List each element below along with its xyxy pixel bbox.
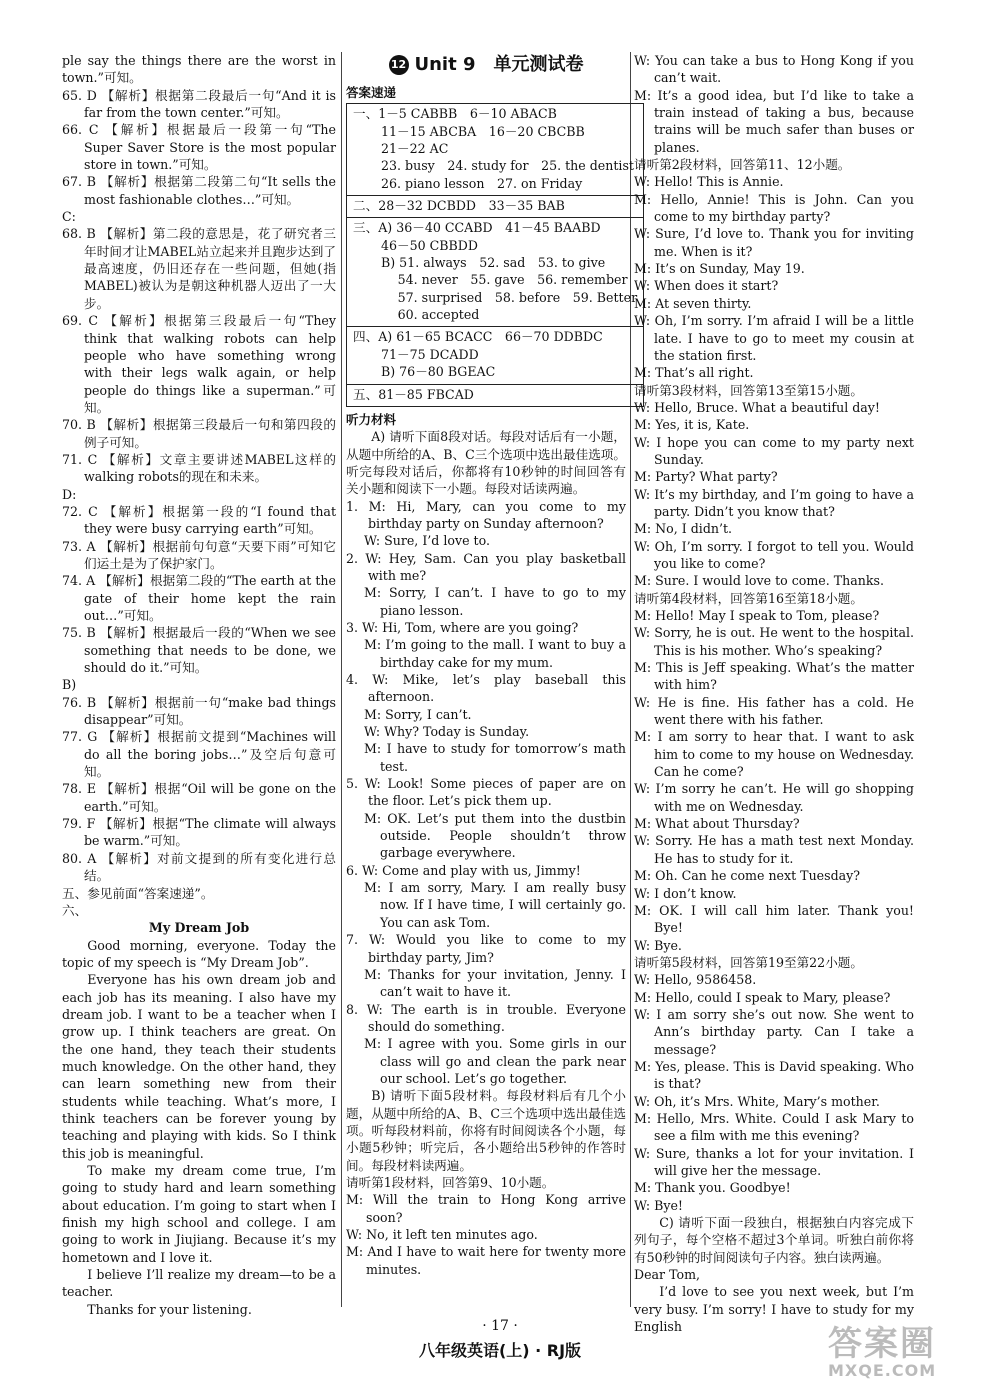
answer-cell	[347, 327, 644, 384]
answer-explanations	[62, 52, 336, 919]
text-paragraph: M: I have to study for tomorrow’s math test.	[364, 741, 626, 774]
text-paragraph: 68. B 【解析】第二段的意思是，花了研究者三年时间才让MABEL站立起来并且跑步达到了最高速度，仍旧还存在一些问题，但她(指MABEL)被认为是朝这种机器人迈出了一大步。	[62, 226, 336, 311]
answer-line: 57. surprised 58. before 59. Better	[381, 289, 638, 305]
answer-cell	[347, 104, 644, 196]
text-paragraph: 66. C 【解析】根据最后一段第一句“The Super Saver Store is the most popular store in town.”可知。	[62, 122, 336, 173]
essay-paragraph: To make my dream come true, I’m going to study hard and learn something about education. I’m going to start when I finish my high school and college. I am going to work in Jiujiang. Because it’s my hometown and I love it.	[62, 1163, 336, 1265]
text-paragraph: M: Thank you. Goodbye!	[634, 1180, 791, 1196]
text-paragraph: W: Oh, it’s Mrs. White, Mary’s mother.	[634, 1093, 880, 1109]
text-paragraph: W: Bye!	[634, 1197, 683, 1213]
listening-transcript-continued	[634, 52, 914, 1335]
text-paragraph: M: At seven thirty.	[634, 295, 752, 311]
text-paragraph: W: I don’t know.	[634, 885, 737, 901]
answer-line: 71－75 DCADD	[381, 346, 479, 362]
answer-line: 26. piano lesson 27. on Friday	[381, 175, 583, 191]
answer-line: 五、81－85 FBCAD	[353, 386, 474, 402]
answer-cell	[347, 218, 644, 327]
text-paragraph: W: I’m sorry he can’t. He will go shopping with me on Wednesday.	[634, 781, 914, 814]
answer-line: B) 51. always 52. sad 53. to give	[381, 255, 606, 271]
answer-row	[347, 104, 644, 196]
text-paragraph: W: Sure, I’d love to. Thank you for inviting me. When is it?	[634, 226, 914, 259]
answer-line: 46－50 CBBDD	[381, 237, 478, 253]
answer-row	[347, 384, 644, 406]
text-paragraph: 77. G 【解析】根据前文提到“Machines will do all the boring jobs…”及空后句意可知。	[62, 729, 336, 780]
text-paragraph: W: Hello! This is Annie.	[634, 174, 784, 190]
text-paragraph: 74. A 【解析】根据第二段的“The earth at the gate of their home kept the rain out…”可知。	[62, 573, 336, 623]
text-paragraph: 7. W: Would you like to come to my birthday party, Jim?	[346, 932, 626, 965]
text-paragraph: 8. W: The earth is in trouble. Everyone should do something.	[346, 1001, 626, 1034]
text-paragraph: B) 请听下面5段材料。每段材料后有几个小题，从题中所给的A、B、C三个选项中选出最佳选项。听每段材料前，你将有时间阅读各个小题，每小题5秒钟；听完后，各小题给出5秒钟的作答时间。每段材料读两遍。	[346, 1088, 626, 1173]
text-paragraph: W: He is fine. His father has a cold. He went there with his father.	[634, 694, 914, 728]
unit-title: Unit 9 单元测试卷	[414, 54, 584, 75]
text-paragraph: M: I agree with you. Some girls in our class will go and clean the park near our school. Let’s go together.	[364, 1036, 626, 1086]
essay-paragraph: I believe I’ll realize my dream—to be a teacher.	[62, 1267, 336, 1300]
text-paragraph: W: I hope you can come to my party next Sunday.	[634, 434, 914, 467]
text-paragraph: 2. W: Hey, Sam. Can you play basketball with me?	[346, 550, 626, 583]
text-paragraph: W: You can take a bus to Hong Kong if you can’t wait.	[634, 53, 914, 86]
text-paragraph: M: And I have to wait here for twenty more minutes.	[346, 1244, 626, 1277]
text-paragraph: 3. W: Hi, Tom, where are you going?	[346, 619, 579, 635]
text-paragraph: W: When does it start?	[634, 278, 779, 294]
answer-row	[347, 327, 644, 384]
text-paragraph: W: Why? Today is Sunday.	[364, 724, 530, 740]
text-paragraph: M: No, I didn’t.	[634, 521, 733, 537]
text-paragraph: W: Sure, I’d love to.	[364, 533, 490, 549]
essay-paragraph: Everyone has his own dream job and each job has its meaning. I also have my dream job. I want to be a teacher when I grow up. I think teachers are great. On the one hand, they teach their students much knowledge. On the other hand, they can learn something new from their students while teaching. What’s more, I think teachers can be forever young by teaching and playing with kids. So I think this job is meaningful.	[62, 972, 336, 1161]
answer-label: 答案速递	[346, 85, 397, 100]
text-paragraph: M: OK. I will call him later. Thank you! Bye!	[634, 902, 914, 936]
text-paragraph: M: Will the train to Hong Kong arrive soon?	[346, 1192, 626, 1225]
text-paragraph: 请听第2段材料，回答第11、12小题。	[634, 157, 851, 173]
text-paragraph: W: Sorry. He has a math test next Monday. He has to study for it.	[634, 833, 914, 866]
text-paragraph: 72. C 【解析】根据第一段的“I found that they were busy carrying earth”可知。	[62, 503, 336, 537]
unit-number-badge: 12	[389, 55, 409, 75]
text-paragraph: M: OK. Let’s put them into the dustbin outside. People shouldn’t throw garbage everywhere.	[364, 810, 626, 861]
text-paragraph: 65. D 【解析】根据第二段最后一句“And it is far from the town center.”可知。	[62, 87, 336, 121]
text-paragraph: 1. M: Hi, Mary, can you come to my birthday party on Sunday afternoon?	[346, 498, 626, 531]
text-paragraph: W: It’s my birthday, and I’m going to have a party. Didn’t you know that?	[634, 486, 914, 519]
book-title: 八年级英语(上) · RJ版	[418, 1341, 582, 1360]
text-paragraph: W: Oh, I’m sorry. I forgot to tell you. Would you like to come?	[634, 538, 914, 571]
text-paragraph: W: Sure, thanks a lot for your invitation. I will give her the message.	[634, 1145, 914, 1178]
answer-line: 一、1－5 CABBB 6－10 ABACB	[353, 106, 557, 122]
column-right	[634, 52, 914, 1335]
page-number: · 17 ·	[482, 1318, 518, 1334]
column-middle	[346, 52, 638, 1278]
text-paragraph: C) 请听下面一段独白，根据独白内容完成下列句子，每个空格不超过3个单词。听独白前你将有50秒钟的时间阅读句子内容。独白读两遍。	[634, 1215, 914, 1265]
text-paragraph: W: I am sorry she’s out now. She went to Ann’s birthday party. Can I take a message?	[634, 1006, 914, 1057]
text-paragraph: M: Sorry, I can’t. I have to go to my piano lesson.	[364, 585, 626, 618]
text-paragraph: M: I’m going to the mall. I want to buy a birthday cake for my mum.	[364, 637, 626, 670]
text-paragraph: C:	[62, 209, 76, 225]
text-paragraph: 78. E 【解析】根据“Oil will be gone on the earth.”可知。	[62, 781, 336, 814]
text-paragraph: M: I am sorry, Mary. I am really busy now. If I have time, I will certainly go. You can ask Tom.	[364, 880, 626, 930]
text-paragraph: 6. W: Come and play with us, Jimmy!	[346, 862, 581, 878]
answer-line: 11－15 ABCBA 16－20 CBCBB	[381, 123, 585, 139]
text-paragraph: M: Yes, please. This is David speaking. Who is that?	[634, 1058, 914, 1092]
text-paragraph: M: Hello! May I speak to Tom, please?	[634, 608, 880, 623]
text-paragraph: Dear Tom,	[634, 1267, 701, 1283]
essay-paragraph: Good morning, everyone. Today the topic of my speech is “My Dream Job”.	[62, 937, 336, 970]
watermark-text: 答案圈	[828, 1324, 936, 1364]
text-paragraph: M: Thanks for your invitation, Jenny. I can’t wait to have it.	[364, 966, 626, 1000]
text-paragraph: W: Hello, Bruce. What a beautiful day!	[634, 399, 880, 415]
text-paragraph: 80. A 【解析】对前文提到的所有变化进行总结。	[62, 850, 336, 884]
text-paragraph: 六、	[62, 902, 88, 918]
text-paragraph: M: Hello, could I speak to Mary, please?	[634, 989, 891, 1005]
text-paragraph: W: Sorry, he is out. He went to the hospital. This is his mother. Who’s speaking?	[634, 625, 914, 658]
answer-line: 60. accepted	[381, 307, 480, 323]
text-paragraph: 75. B 【解析】根据最后一段的“When we see something that needs to be done, we should do it.”可知。	[62, 625, 336, 676]
text-paragraph: A) 请听下面8段对话。每段对话后有一小题，从题中所给的A、B、C三个选项中选出最佳选项。听完每段对话后，你都将有10秒钟的时间回答有关小题和阅读下一小题。每段对话读两遍。	[346, 429, 626, 497]
listening-transcript	[346, 428, 626, 1278]
text-paragraph: 请听第4段材料，回答第16至第18小题。	[634, 590, 863, 606]
text-paragraph: 请听第5段材料，回答第19至第22小题。	[634, 954, 863, 970]
answer-row	[347, 218, 644, 327]
essay-title: My Dream Job	[148, 920, 250, 936]
answer-cell	[347, 196, 644, 218]
text-paragraph: 五、参见前面“答案速递”。	[62, 885, 214, 901]
text-paragraph: M: Party? What party?	[634, 469, 778, 485]
text-paragraph: 70. B 【解析】根据第三段最后一句和第四段的例子可知。	[62, 417, 336, 450]
text-paragraph: M: What about Thursday?	[634, 816, 800, 832]
answer-line: 21－22 AC	[381, 141, 449, 157]
text-paragraph: B)	[62, 677, 77, 693]
text-paragraph: W: Oh, I’m sorry. I’m afraid I will be a little late. I have to go to meet my cousin at the station first.	[634, 313, 914, 363]
text-paragraph: 5. W: Look! Some pieces of paper are on the floor. Let’s pick them up.	[346, 776, 626, 809]
text-paragraph: M: It’s on Sunday, May 19.	[634, 261, 805, 277]
text-paragraph: M: I am sorry to hear that. I want to ask him to come to my house on Wednesday. Can he come?	[634, 729, 914, 780]
answer-line: 54. never 55. gave 56. remember	[381, 272, 628, 288]
unit-heading	[346, 52, 626, 78]
answer-row	[347, 196, 644, 218]
watermark-url: MXQE.COM	[828, 1361, 937, 1380]
text-paragraph: 4. W: Mike, let’s play baseball this afternoon.	[346, 672, 626, 705]
text-paragraph: 69. C 【解析】根据第三段最后一句“They think that walking robots can help people who have something wrong with their legs walk again, or help people do things like a superman.”可知。	[62, 313, 336, 415]
column-divider	[341, 52, 342, 1307]
answer-line: 四、A) 61－65 BCACC 66－70 DDBDC	[353, 329, 603, 345]
answer-table	[346, 103, 644, 407]
text-paragraph: 76. B 【解析】根据前一句“make bad things disappear”可知。	[62, 694, 336, 728]
text-paragraph: M: Sorry, I can’t.	[364, 706, 472, 722]
answer-line: 三、A) 36－40 CCABD 41－45 BAABD	[353, 220, 601, 236]
text-paragraph: M: Hello, Mrs. White. Could I ask Mary to see a film with me this evening?	[634, 1110, 914, 1144]
text-paragraph: I’d love to see you next week, but I’m very busy. I’m sorry! I have to study for my English	[634, 1284, 914, 1335]
text-paragraph: 79. F 【解析】根据“The climate will always be warm.”可知。	[62, 816, 336, 849]
listening-label: 听力材料	[346, 411, 397, 427]
text-paragraph: M: It’s a good idea, but I’d like to take a train instead of taking a bus, because trains will be much safer than buses or planes.	[634, 87, 914, 155]
answer-line: B) 76－80 BGEAC	[381, 364, 496, 380]
watermark-logo	[828, 1326, 978, 1386]
text-paragraph: W: Hello, 9586458.	[634, 972, 757, 988]
text-paragraph: ple say the things there are the worst in town.”可知。	[62, 53, 336, 86]
text-paragraph: D:	[62, 486, 77, 502]
text-paragraph: 请听第1段材料，回答第9、10小题。	[346, 1174, 555, 1190]
essay-paragraph: Thanks for your listening.	[87, 1301, 252, 1317]
text-paragraph: 71. C 【解析】文章主要讲述MABEL这样的walking robots的现在和未来。	[62, 451, 336, 485]
answer-line: 二、28－32 DCBDD 33－35 BAB	[353, 198, 565, 214]
text-paragraph: M: Yes, it is, Kate.	[634, 417, 750, 433]
text-paragraph: 67. B 【解析】根据第二段第二句“It sells the most fashionable clothes…”可知。	[62, 174, 336, 207]
answer-cell	[347, 384, 644, 406]
text-paragraph: M: Hello, Annie! This is John. Can you come to my birthday party?	[634, 191, 914, 225]
essay-body	[62, 937, 336, 1319]
column-left	[62, 52, 336, 1318]
text-paragraph: M: That’s all right.	[634, 365, 754, 381]
text-paragraph: 请听第3段材料，回答第13至第15小题。	[634, 382, 863, 398]
text-paragraph: W: No, it left ten minutes ago.	[346, 1227, 538, 1242]
text-paragraph: M: Sure. I would love to come. Thanks.	[634, 573, 884, 589]
text-paragraph: 73. A 【解析】根据前句句意“天要下雨”可知它们运土是为了保护家门。	[62, 538, 336, 571]
text-paragraph: M: This is Jeff speaking. What’s the matter with him?	[634, 660, 914, 693]
text-paragraph: W: Bye.	[634, 937, 682, 953]
answer-line: 23. busy 24. study for 25. the dentist	[381, 158, 634, 174]
text-paragraph: M: Oh. Can he come next Tuesday?	[634, 868, 861, 884]
